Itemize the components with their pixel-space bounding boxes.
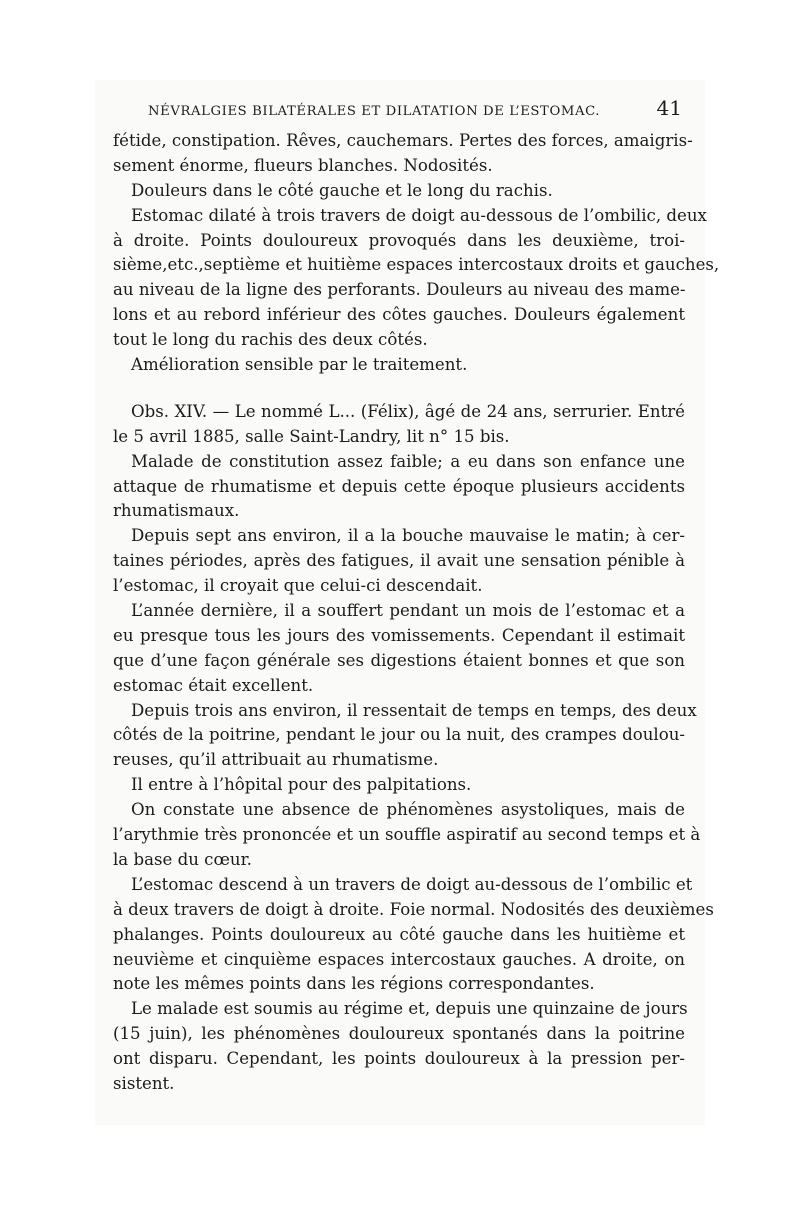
text-line: Depuis sept ans environ, il a la bouche mauvaise le matin; à cer- (131, 526, 685, 546)
paragraph (113, 997, 688, 1097)
text-line: taines périodes, après des fatigues, il avait une sensation pénible à (113, 551, 685, 571)
text-line: le 5 avril 1885, salle Saint-Landry, lit n° 15 bis. (113, 426, 510, 446)
text-line: tout le long du rachis des deux côtés. (113, 330, 428, 350)
observation-paragraph (113, 400, 685, 450)
text-line: au niveau de la ligne des perforants. Douleurs au niveau des mame- (113, 280, 686, 300)
paragraph (113, 773, 685, 798)
text-line: ont disparu. Cependant, les points douloureux à la pression per- (113, 1049, 685, 1069)
text-line: Le malade est soumis au régime et, depuis une quinzaine de jours (131, 999, 688, 1019)
text-line: rhumatismaux. (113, 501, 240, 521)
text-line: à droite. Points douloureux provoqués dans les deuxième, troi- (113, 230, 685, 250)
text-line: estomac était excellent. (113, 675, 314, 695)
paragraph (113, 353, 685, 378)
text-line: Malade de constitution assez faible; a eu dans son enfance une (131, 451, 685, 471)
text-line: à deux travers de doigt à droite. Foie normal. Nodosités des deuxièmes (113, 899, 714, 919)
paragraph (113, 204, 720, 353)
text-line: (15 juin), les phénomènes douloureux spontanés dans la poitrine (113, 1024, 685, 1044)
text-line: On constate une absence de phénomènes asystoliques, mais de (131, 800, 685, 820)
text-line: phalanges. Points douloureux au côté gauche dans les huitième et (113, 924, 685, 944)
text-line: sistent. (113, 1073, 175, 1093)
text-line: Il entre à l’hôpital pour des palpitations. (131, 775, 472, 795)
text-line: reuses, qu’il attribuait au rhumatisme. (113, 750, 439, 770)
text-line: neuvième et cinquième espaces intercostaux gauches. A droite, on (113, 949, 685, 969)
running-header (148, 94, 686, 124)
text-line: sième,etc.,septième et huitième espaces intercostaux droits et gauches, (113, 255, 720, 275)
text-line: Douleurs dans le côté gauche et le long du rachis. (131, 180, 553, 200)
text-line: l’estomac, il croyait que celui-ci descendait. (113, 576, 483, 596)
paragraph (113, 179, 685, 204)
body-text (113, 129, 720, 1097)
text-line: côtés de la poitrine, pendant le jour ou la nuit, des crampes doulou- (113, 725, 685, 745)
running-title: NÉVRALGIES BILATÉRALES ET DILATATION DE L’ESTOMAC. (148, 104, 601, 119)
text-line: que d’une façon générale ses digestions étaient bonnes et que son (113, 650, 685, 670)
paragraph (113, 524, 685, 599)
text-line: sement énorme, flueurs blanches. Nodosités. (113, 155, 493, 175)
text-line: attaque de rhumatisme et depuis cette époque plusieurs accidents (113, 476, 685, 496)
text-line: Estomac dilaté à trois travers de doigt au-dessous de l’ombilic, deux (131, 205, 707, 225)
paragraph (113, 699, 697, 774)
text-line: l’arythmie très prononcée et un souffle aspiratif au second temps et à (113, 825, 701, 845)
text-line: L’année dernière, il a souffert pendant un mois de l’estomac et a (131, 601, 685, 621)
text-line: note les mêmes points dans les régions correspondantes. (113, 974, 595, 994)
page-number: 41 (656, 96, 682, 120)
paragraph (113, 873, 714, 997)
paragraph (113, 129, 693, 179)
text-line: Depuis trois ans environ, il ressentait de temps en temps, des deux (131, 700, 697, 720)
text-line: Obs. XIV. — Le nommé L... (Félix), âgé de 24 ans, serrurier. Entré (131, 401, 685, 421)
text-line: L’estomac descend à un travers de doigt au-dessous de l’ombilic et (131, 874, 693, 894)
text-line: eu presque tous les jours des vomissements. Cependant il estimait (113, 625, 685, 645)
text-line: la base du cœur. (113, 849, 252, 869)
paragraph (113, 599, 685, 699)
paragraph (113, 798, 701, 873)
text-line: lons et au rebord inférieur des côtes gauches. Douleurs également (113, 305, 685, 325)
paragraph (113, 450, 685, 525)
text-line: fétide, constipation. Rêves, cauchemars. Pertes des forces, amaigris- (113, 131, 693, 150)
text-line: Amélioration sensible par le traitement. (131, 355, 468, 375)
